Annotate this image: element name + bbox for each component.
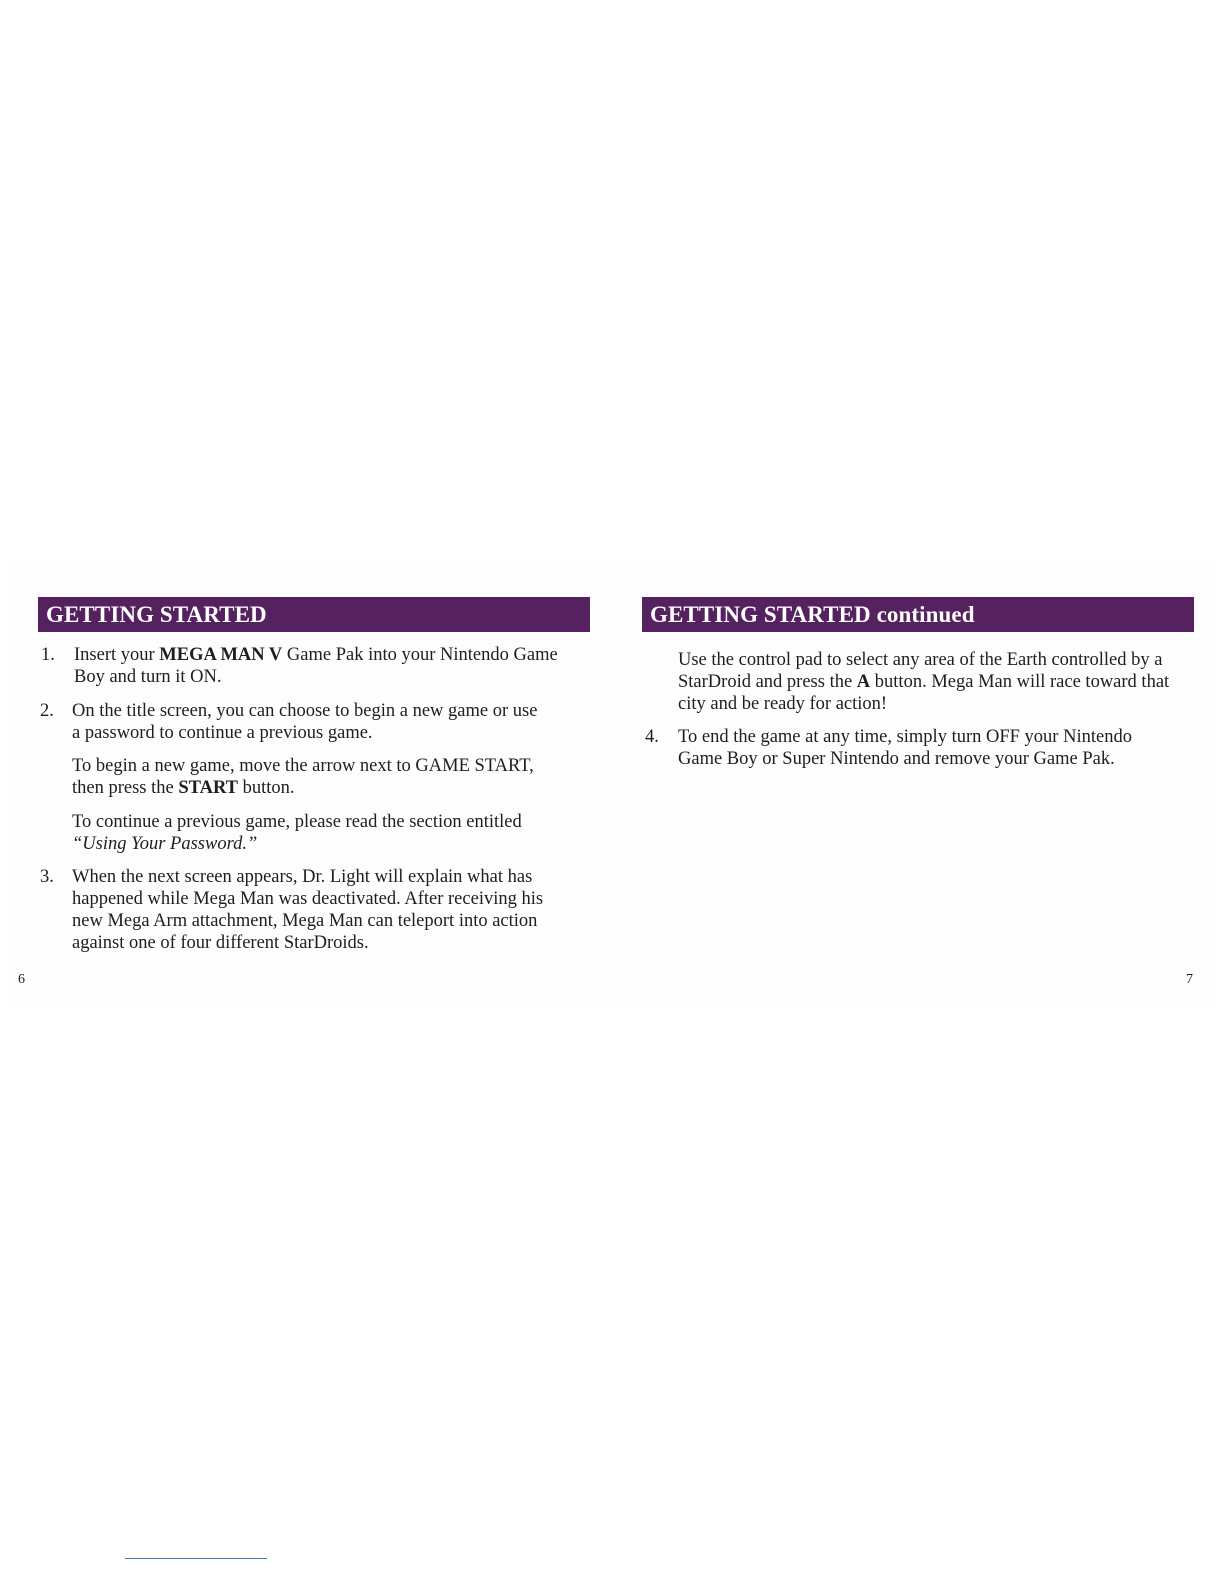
step-2-para-2-line-1: To begin a new game, move the arrow next to GAME START, [72,756,534,776]
page-number-left: 6 [18,972,25,987]
game-title: MEGA MAN V [159,645,283,665]
password-section-reference: “Using Your Password.” [72,834,258,854]
step-1-text: Insert your [74,645,160,665]
list-number-2: 2. [40,701,54,721]
continued-line-3: city and be ready for action! [678,694,888,714]
list-number-1: 1. [41,645,55,665]
step-4-line-2: Game Boy or Super Nintendo and remove your Game Pak. [678,749,1115,769]
step-4-line-1: To end the game at any time, simply turn OFF your Nintendo [678,727,1132,747]
footer-rule [125,1558,267,1559]
step-2-para-2-line-2 [72,777,295,800]
para-2-text-cont: button. [238,778,295,798]
para-2-text: then press the [72,778,179,798]
step-2-para-3-line-1: To continue a previous game, please read the section entitled [72,812,522,832]
section-heading-left: GETTING STARTED [38,597,590,632]
step-3-line-4: against one of four different StarDroids. [72,933,369,953]
list-number-3: 3. [40,867,54,887]
section-heading-right: GETTING STARTED continued [642,597,1194,632]
step-1-line-1 [74,644,558,667]
step-3-line-1: When the next screen appears, Dr. Light will explain what has [72,867,533,887]
step-1-text-cont: Game Pak into your Nintendo Game [282,645,558,665]
continued-text: StarDroid and press the [678,672,857,692]
continued-line-1: Use the control pad to select any area of the Earth controlled by a [678,650,1163,670]
step-3-line-3: new Mega Arm attachment, Mega Man can teleport into action [72,911,538,931]
page-number-right: 7 [1186,972,1193,987]
a-button-label: A [856,672,871,692]
continued-line-2 [678,671,1169,694]
step-2-para-3-line-2 [72,833,257,856]
step-3-line-2: happened while Mega Man was deactivated. After receiving his [72,889,544,909]
start-button-label: START [178,778,239,798]
continued-text-cont: button. Mega Man will race toward that [870,672,1170,692]
step-2-line-1: On the title screen, you can choose to begin a new game or use [72,701,538,721]
step-1-line-2: Boy and turn it ON. [74,667,222,687]
list-number-4: 4. [645,727,659,747]
step-2-line-2: a password to continue a previous game. [72,723,373,743]
